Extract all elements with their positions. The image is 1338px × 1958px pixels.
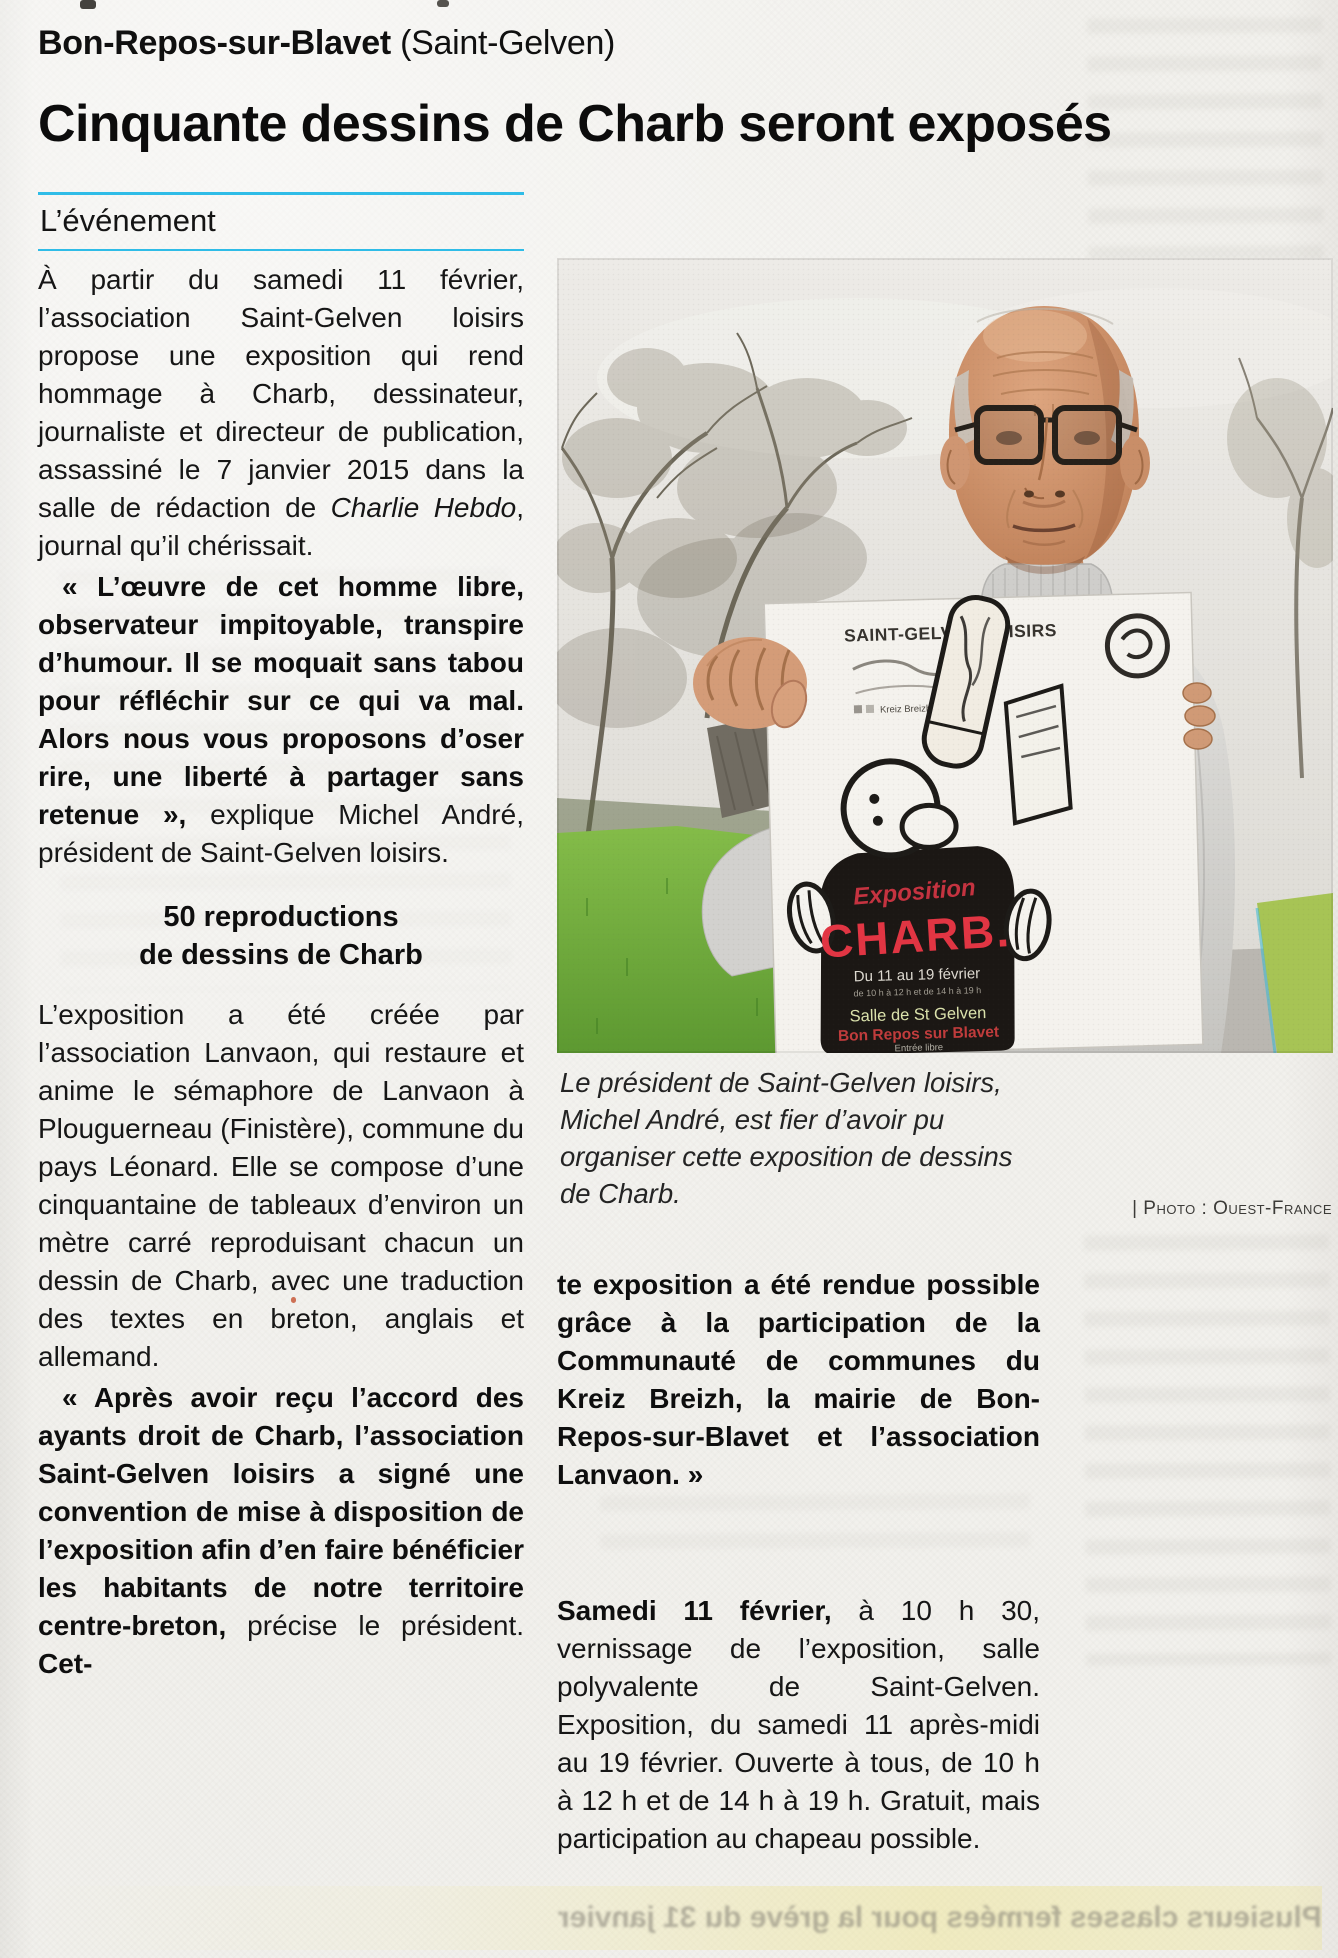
crosshead — [38, 898, 524, 974]
headline: Cinquante dessins de Charb seront exposés — [38, 95, 1112, 153]
practical-info-text: à 10 h 30, vernissage de l’exposition, salle polyvalente de Saint-Gelven. Exposition, du samedi 11 après-midi au 19 février. Ouverte à tous, de 10 h à 12 h et de 14 h à 19 h. Gratuit, mais participation au chapeau possible. — [557, 1595, 1040, 1854]
photo-credit: | Photo : Ouest-France — [1132, 1198, 1332, 1219]
practical-info-date: Samedi 11 février, — [557, 1595, 832, 1626]
quote-text-2: « Après avoir reçu l’accord des ayants droit de Charb, l’association Saint-Gelven loisirs a signé une convention de mise à disposition de l’exposition afin d’en faire bénéficier les habitants de notre territoire centre-breton, — [38, 1382, 524, 1641]
quote-attribution: explique Michel André, président de Saint-Gelven loisirs. — [38, 799, 524, 868]
kicker — [38, 24, 615, 63]
paragraph-4 — [38, 1379, 524, 1683]
paragraph-practical-info — [557, 1592, 1040, 1858]
quote-text-2-cont: Cet- — [38, 1648, 93, 1679]
kicker-town: Bon-Repos-sur-Blavet — [38, 24, 391, 62]
bleedthrough-band — [30, 1886, 1322, 1950]
scan-speck — [437, 0, 449, 7]
crosshead-line-2: de dessins de Charb — [139, 939, 423, 971]
bleedthrough-headline: Plusieurs classes fermées pour la grève du 31 janvier — [558, 1901, 1322, 1934]
paragraph-1-end: , journal qu’il chérissait. — [38, 492, 524, 561]
paragraph-5 — [557, 1266, 1040, 1494]
article-left-column — [38, 192, 524, 1686]
paragraph-1-text: À partir du samedi 11 février, l’association Saint-Gelven loisirs propose une exposition qui rend hommage à Charb, dessinateur, journaliste et directeur de publication, assassiné le 7 janvier 2015 dans la salle de rédaction de — [38, 264, 524, 523]
quote-attribution-2: précise le président. — [247, 1610, 525, 1641]
section-rule-bottom — [38, 249, 524, 251]
kicker-parish: (Saint-Gelven) — [390, 24, 616, 62]
paragraph-1 — [38, 261, 524, 565]
scan-speck — [80, 0, 96, 9]
quote-text-3: te exposition a été rendue possible grâce à la participation de la Communauté de communes du Kreiz Breizh, la mairie de Bon-Repos-sur-Blavet et l’association Lanvaon. » — [557, 1269, 1040, 1490]
paragraph-2 — [38, 568, 524, 872]
photo-illustration — [557, 258, 1333, 1053]
paragraph-3: L’exposition a été créée par l’association Lanvaon, qui restaure et anime le sémaphore de Lanvaon à Plouguerneau (Finistère), commune du pays Léonard. Elle se compose d’une cinquantaine de tableaux d’environ un mètre carré reproduisant chacun un dessin de Charb, avec une traduction des textes en breton, anglais et allemand. — [38, 999, 524, 1372]
article-photo — [557, 258, 1333, 1053]
section-label: L’événement — [40, 203, 216, 238]
bleedthrough-smudge — [600, 1494, 1030, 1566]
photo-caption: Le président de Saint-Gelven loisirs, Michel André, est fier d’avoir pu organiser cette exposition de dessins de Charb. — [560, 1067, 1013, 1209]
halftone-overlay — [557, 258, 1333, 1053]
quote-text: « L’œuvre de cet homme libre, observateur impitoyable, transpire d’humour. Il se moquait sans tabou pour réfléchir sur ce qui va mal. Alors nous vous proposons d’oser rire, une liberté à partager sans retenue », — [38, 571, 524, 830]
paragraph-1-italic: Charlie Hebdo — [330, 492, 517, 523]
bleedthrough-smudge — [1084, 1234, 1331, 1665]
crosshead-line-1: 50 reproductions — [163, 901, 399, 933]
